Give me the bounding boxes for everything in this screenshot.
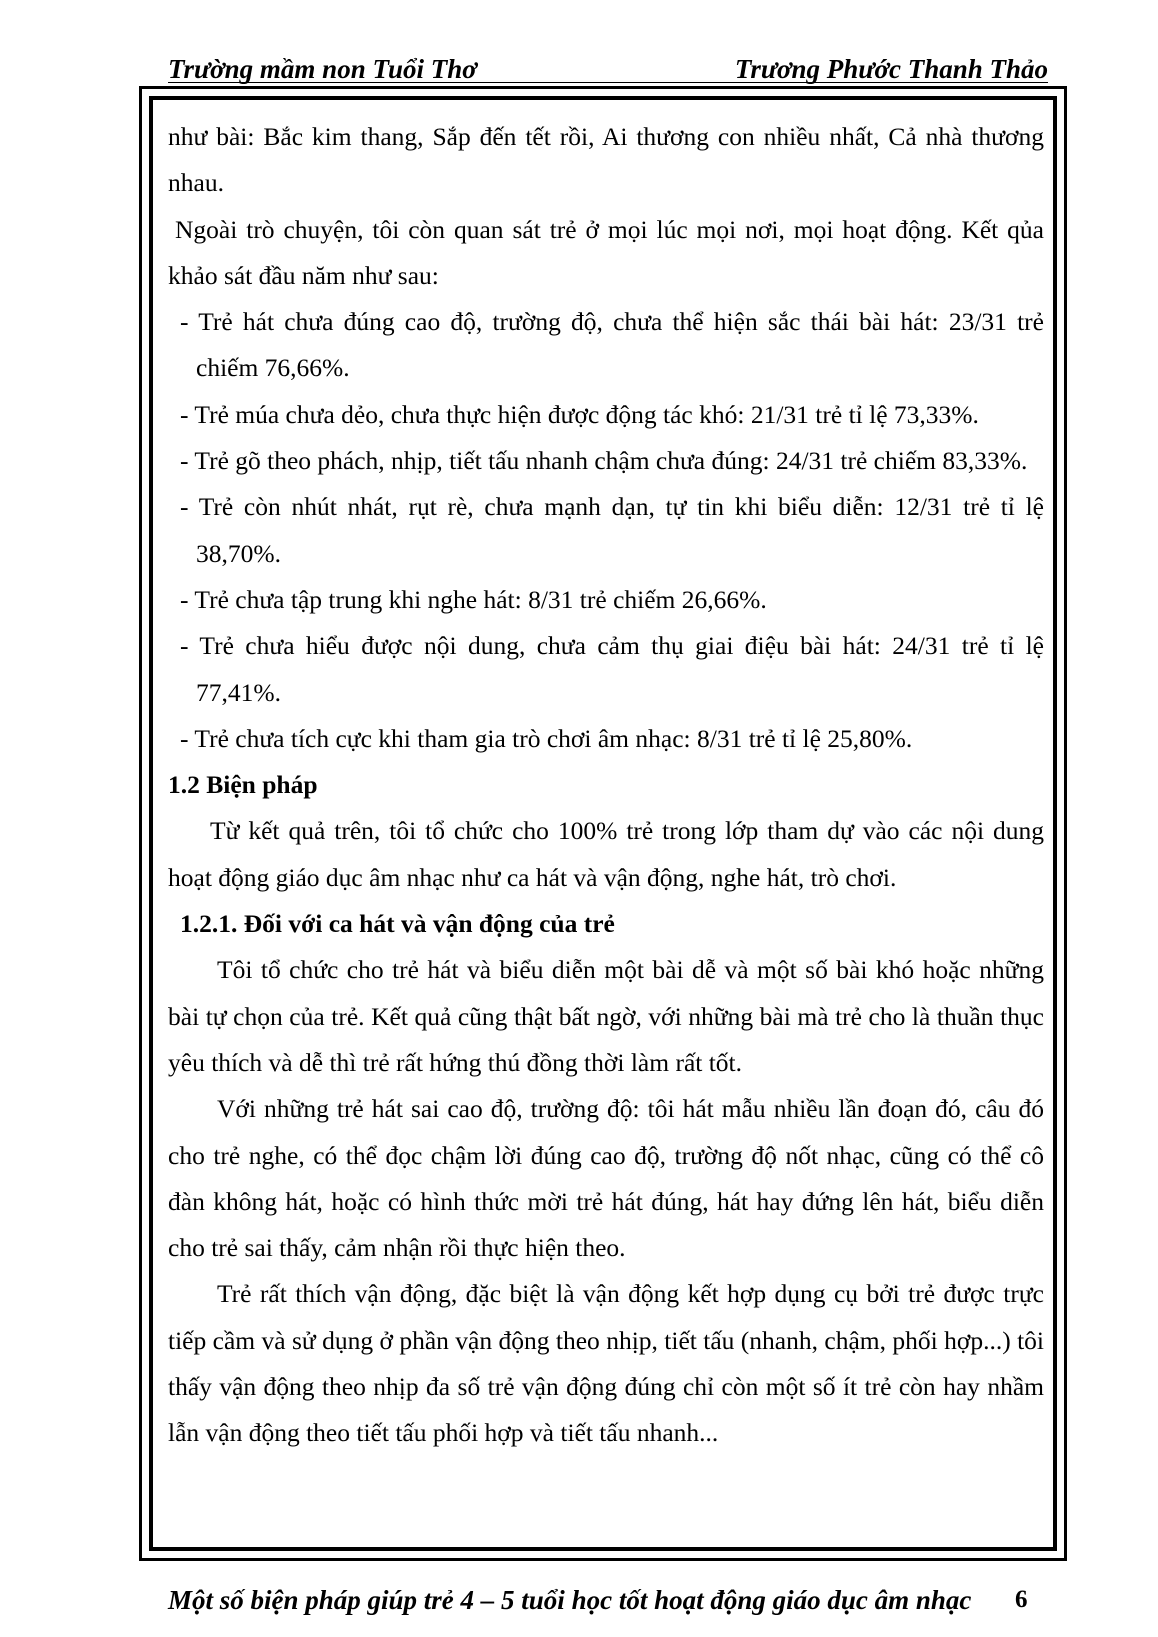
survey-item: - Trẻ chưa hiểu được nội dung, chưa cảm thụ giai điệu bài hát: 24/31 trẻ tỉ lệ 77,41%. [180, 631, 1044, 707]
section-heading-1-2: 1.2 Biện pháp [168, 770, 318, 800]
survey-item: - Trẻ chưa tích cực khi tham gia trò chơi âm nhạc: 8/31 trẻ tỉ lệ 25,80%. [180, 723, 913, 753]
paragraph-measures-intro: Từ kết quả trên, tôi tổ chức cho 100% trẻ trong lớp tham dự vào các nội dung hoạt động giáo dục âm nhạc như ca hát và vận động, nghe hát, trò chơi. [168, 816, 1044, 892]
header-author-name: Trương Phước Thanh Thảo [734, 54, 1048, 84]
header-school-name: Trường mầm non Tuổi Thơ [168, 54, 477, 84]
survey-item: - Trẻ còn nhút nhát, rụt rè, chưa mạnh dạn, tự tin khi biểu diễn: 12/31 trẻ tỉ lệ 38,70%. [180, 492, 1044, 568]
paragraph-singing-performance: Tôi tổ chức cho trẻ hát và biểu diễn một bài dễ và một số bài khó hoặc những bài tự chọn của trẻ. Kết quả cũng thật bất ngờ, với những bài mà trẻ cho là thuần thục yêu thích và dễ thì trẻ rất hứng thú đồng thời làm rất tốt. [168, 955, 1044, 1077]
survey-item: - Trẻ gõ theo phách, nhịp, tiết tấu nhanh chậm chưa đúng: 24/31 trẻ chiếm 83,33%. [180, 446, 1028, 476]
survey-item: - Trẻ múa chưa dẻo, chưa thực hiện được động tác khó: 21/31 trẻ tỉ lệ 73,33%. [180, 399, 979, 429]
page-number: 6 [1015, 1586, 1028, 1613]
survey-item: - Trẻ chưa tập trung khi nghe hát: 8/31 trẻ chiếm 26,66%. [180, 584, 767, 614]
document-body [168, 114, 1044, 1457]
header-rule [168, 82, 1048, 83]
paragraph-song-list: như bài: Bắc kim thang, Sắp đến tết rồi, Ai thương con nhiều nhất, Cả nhà thương nhau. [168, 122, 1044, 198]
section-heading-1-2-1: 1.2.1. Đối với ca hát và vận động của trẻ [180, 909, 615, 939]
paragraph-survey-intro: Ngoài trò chuyện, tôi còn quan sát trẻ ở mọi lúc mọi nơi, mọi hoạt động. Kết qủa khảo sát đầu năm như sau: [168, 214, 1044, 290]
footer-document-title: Một số biện pháp giúp trẻ 4 – 5 tuổi học tốt hoạt động giáo dục âm nhạc [168, 1585, 972, 1615]
paragraph-pitch-correction: Với những trẻ hát sai cao độ, trường độ: tôi hát mẫu nhiều lần đoạn đó, câu đó cho trẻ nghe, có thể đọc chậm lời đúng cao độ, trường độ nốt nhạc, cũng có thể cô đàn không hát, hoặc có hình thức mời trẻ hát đúng, hát hay đứng lên hát, biểu diễn cho trẻ sai thấy, cảm nhận rồi thực hiện theo. [168, 1094, 1044, 1263]
survey-item: - Trẻ hát chưa đúng cao độ, trường độ, chưa thể hiện sắc thái bài hát: 23/31 trẻ chiếm 76,66%. [180, 307, 1044, 383]
paragraph-movement: Trẻ rất thích vận động, đặc biệt là vận động kết hợp dụng cụ bởi trẻ được trực tiếp cầm và sử dụng ở phần vận động theo nhịp, tiết tấu (nhanh, chậm, phối hợp...) tôi thấy vận động theo nhịp đa số trẻ vận động đúng chỉ còn một số ít trẻ còn hay nhầm lẫn vận động theo tiết tấu phối hợp và tiết tấu nhanh... [168, 1279, 1044, 1448]
